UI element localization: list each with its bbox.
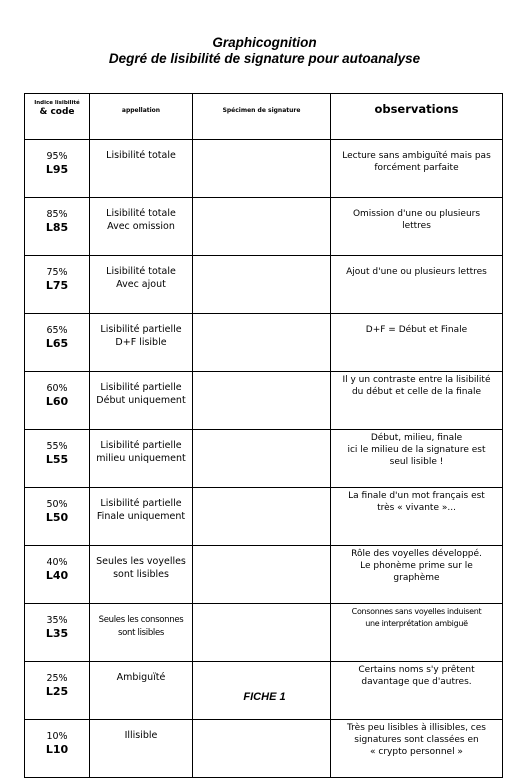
observation-cell xyxy=(331,604,503,662)
observation-cell xyxy=(331,720,503,778)
appellation-line: Seules les voyelles xyxy=(96,556,186,567)
header-observations: observations xyxy=(331,94,503,140)
appellation-line: sont lisibles xyxy=(113,568,169,580)
appellation-line: D+F lisible xyxy=(115,336,167,348)
observation-line: une interprétation ambiguë xyxy=(365,619,468,628)
legibility-percent: 25% xyxy=(46,673,68,684)
observation-cell xyxy=(331,256,503,314)
observation-line: Lecture sans ambiguïté mais pas xyxy=(342,151,491,161)
observation-cell xyxy=(331,314,503,372)
signature-specimen-cell[interactable] xyxy=(193,314,331,372)
observation-line: Il y un contraste entre la lisibilité xyxy=(342,375,491,385)
legibility-code: L50 xyxy=(45,511,69,524)
document-title: Graphicognition xyxy=(212,35,317,50)
appellation-line: Lisibilité partielle xyxy=(100,440,182,451)
legibility-percent: 35% xyxy=(46,615,68,626)
appellation-line: Finale uniquement xyxy=(96,510,186,522)
observation-cell xyxy=(331,546,503,604)
legibility-code: L95 xyxy=(45,163,69,176)
legibility-code: L75 xyxy=(45,279,69,292)
observation-line: Rôle des voyelles développé. xyxy=(351,549,482,559)
signature-specimen-cell[interactable] xyxy=(193,546,331,604)
indice-cell xyxy=(25,546,90,604)
legibility-code: L85 xyxy=(45,221,69,234)
legibility-code: L25 xyxy=(45,685,69,698)
observation-line: Très peu lisibles à illisibles, ces xyxy=(347,723,486,733)
legibility-code: L55 xyxy=(45,453,69,466)
indice-cell xyxy=(25,140,90,198)
appellation-cell xyxy=(90,372,193,430)
observation-line: ici le milieu de la signature est xyxy=(347,445,486,455)
appellation-line: Illisible xyxy=(124,730,158,741)
observation-line: très « vivante »... xyxy=(377,503,456,513)
signature-specimen-cell[interactable] xyxy=(193,604,331,662)
appellation-cell xyxy=(90,488,193,546)
signature-specimen-cell[interactable] xyxy=(193,256,331,314)
header-indice-label: Indice lisibilité xyxy=(34,100,80,106)
indice-cell xyxy=(25,604,90,662)
indice-cell xyxy=(25,488,90,546)
appellation-cell xyxy=(90,198,193,256)
appellation-cell xyxy=(90,720,193,778)
appellation-line: Seules les consonnes xyxy=(98,615,184,625)
legibility-percent: 85% xyxy=(46,209,68,220)
appellation-line: sont lisibles xyxy=(117,627,165,638)
observation-line: graphème xyxy=(393,573,440,583)
fiche-label: FICHE 1 xyxy=(243,691,286,703)
legibility-table xyxy=(24,93,503,778)
appellation-line: Lisibilité totale xyxy=(106,266,176,277)
indice-cell xyxy=(25,720,90,778)
document-subtitle: Degré de lisibilité de signature pour autoanalyse xyxy=(108,51,421,66)
observation-cell xyxy=(331,372,503,430)
appellation-line: Lisibilité partielle xyxy=(100,382,182,393)
signature-specimen-cell[interactable] xyxy=(193,488,331,546)
legibility-percent: 10% xyxy=(46,731,68,742)
observation-line: Début, milieu, finale xyxy=(370,433,463,443)
signature-specimen-cell[interactable] xyxy=(193,430,331,488)
legibility-percent: 65% xyxy=(46,325,68,336)
table-row xyxy=(25,314,503,372)
observation-line: Certains noms s'y prêtent xyxy=(358,665,475,675)
appellation-line: Avec ajout xyxy=(116,278,166,290)
appellation-line: Lisibilité partielle xyxy=(100,324,182,335)
header-appellation: appellation xyxy=(90,94,193,140)
appellation-cell xyxy=(90,140,193,198)
signature-specimen-cell[interactable] xyxy=(193,140,331,198)
legibility-percent: 50% xyxy=(46,499,68,510)
observation-line: Ajout d'une ou plusieurs lettres xyxy=(346,267,487,277)
observation-cell xyxy=(331,140,503,198)
table-row xyxy=(25,256,503,314)
appellation-cell xyxy=(90,314,193,372)
indice-cell xyxy=(25,372,90,430)
table-row xyxy=(25,372,503,430)
table-row xyxy=(25,546,503,604)
appellation-cell xyxy=(90,604,193,662)
observation-line: Consonnes sans voyelles induisent xyxy=(351,607,482,616)
observation-line: signatures sont classées en xyxy=(354,735,479,745)
table-row xyxy=(25,430,503,488)
header-code-label: & code xyxy=(39,107,75,117)
observation-line: davantage que d'autres. xyxy=(361,677,472,687)
legibility-percent: 95% xyxy=(46,151,68,162)
appellation-cell xyxy=(90,256,193,314)
appellation-cell xyxy=(90,430,193,488)
appellation-line: Ambiguïté xyxy=(116,672,166,683)
observation-line: D+F = Début et Finale xyxy=(365,325,468,335)
legibility-percent: 75% xyxy=(46,267,68,278)
indice-cell xyxy=(25,430,90,488)
appellation-line: milieu uniquement xyxy=(96,452,186,464)
legibility-code: L60 xyxy=(45,395,69,408)
observation-line: du début et celle de la finale xyxy=(351,387,482,397)
observation-line: La finale d'un mot français est xyxy=(348,491,485,501)
observation-line: Omission d'une ou plusieurs xyxy=(352,209,481,219)
signature-specimen-cell[interactable] xyxy=(193,720,331,778)
legibility-code: L10 xyxy=(45,743,69,756)
observation-line: forcément parfaite xyxy=(374,163,459,173)
table-body xyxy=(25,140,503,778)
observation-line: lettres xyxy=(402,221,431,231)
appellation-cell xyxy=(90,546,193,604)
signature-specimen-cell[interactable] xyxy=(193,198,331,256)
table-header-row xyxy=(25,94,503,140)
legibility-percent: 60% xyxy=(46,383,68,394)
observation-line: seul lisible ! xyxy=(389,457,444,467)
legibility-percent: 55% xyxy=(46,441,68,452)
observation-cell xyxy=(331,488,503,546)
appellation-line: Début uniquement xyxy=(96,394,186,406)
indice-cell xyxy=(25,256,90,314)
table-row xyxy=(25,198,503,256)
legibility-code: L40 xyxy=(45,569,69,582)
observation-line: « crypto personnel » xyxy=(370,747,463,757)
legibility-code: L35 xyxy=(45,627,69,640)
signature-specimen-cell[interactable] xyxy=(193,372,331,430)
appellation-line: Lisibilité totale xyxy=(106,208,176,219)
header-indice xyxy=(25,94,90,140)
observation-line: Le phonème prime sur le xyxy=(360,561,473,571)
table-row xyxy=(25,140,503,198)
table-row xyxy=(25,488,503,546)
table-row xyxy=(25,604,503,662)
indice-cell xyxy=(25,198,90,256)
legibility-percent: 40% xyxy=(46,557,68,568)
appellation-line: Lisibilité partielle xyxy=(100,498,182,509)
legibility-code: L65 xyxy=(45,337,69,350)
appellation-line: Lisibilité totale xyxy=(106,150,176,161)
header-specimen: Spécimen de signature xyxy=(193,94,331,140)
appellation-line: Avec omission xyxy=(107,220,175,232)
observation-cell xyxy=(331,430,503,488)
indice-cell xyxy=(25,314,90,372)
table-row xyxy=(25,720,503,778)
observation-cell xyxy=(331,198,503,256)
